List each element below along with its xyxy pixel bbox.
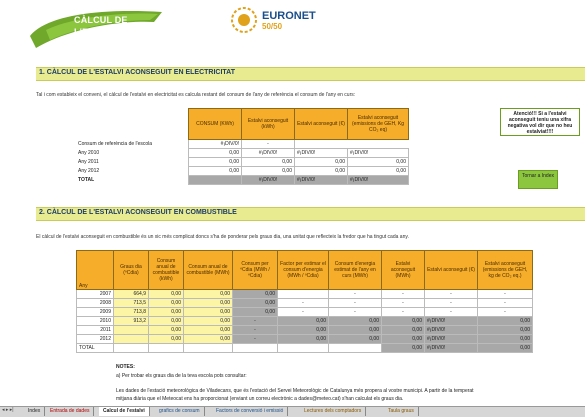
- cell[interactable]: [233, 344, 278, 353]
- cell[interactable]: 913,2: [114, 317, 149, 326]
- cell[interactable]: 0,00: [382, 335, 425, 344]
- cell[interactable]: 0,00: [382, 344, 425, 353]
- cell[interactable]: 0,00: [149, 335, 184, 344]
- cell[interactable]: 0,00: [478, 335, 533, 344]
- cell[interactable]: -: [425, 308, 478, 317]
- cell[interactable]: 0,00: [184, 326, 233, 335]
- cell[interactable]: [184, 344, 233, 353]
- table-row-total: [77, 344, 533, 353]
- cell[interactable]: 0,00: [382, 326, 425, 335]
- col-header[interactable]: Factor per estimar el consum d'energia (MWh / ºCdia): [278, 251, 329, 290]
- fuel-table: [76, 250, 533, 353]
- cell[interactable]: 0,00: [149, 326, 184, 335]
- table-row: [77, 317, 533, 326]
- cell[interactable]: 2010: [77, 317, 114, 326]
- cell[interactable]: 0,00: [149, 290, 184, 299]
- cell[interactable]: #¡DIV/0!: [295, 149, 348, 158]
- cell[interactable]: #¡DIV/0!: [348, 149, 409, 158]
- cell[interactable]: 0,00: [233, 290, 278, 299]
- table-row: [76, 149, 409, 158]
- tab-taula-graus[interactable]: Taula graus: [384, 407, 419, 416]
- cell[interactable]: [114, 335, 149, 344]
- section-2-title: 2. CÀLCUL DE L'ESTALVI ACONSEGUIT EN COMBUSTIBLE: [39, 209, 237, 216]
- row-label[interactable]: Consum de referència de l'escola: [78, 141, 153, 147]
- cell[interactable]: 2008: [77, 299, 114, 308]
- notes-title: [116, 364, 135, 370]
- table-row: [77, 335, 533, 344]
- cell[interactable]: #¡DIV/0!: [189, 140, 242, 149]
- table-row: [76, 140, 409, 149]
- cell[interactable]: -: [425, 299, 478, 308]
- cell[interactable]: 0,00: [329, 317, 382, 326]
- cell[interactable]: #¡DIV/0!: [242, 149, 295, 158]
- cell[interactable]: -: [382, 290, 425, 299]
- cell[interactable]: 0,00: [189, 167, 242, 176]
- cell[interactable]: -: [382, 308, 425, 317]
- cell[interactable]: 0,00: [348, 167, 409, 176]
- col-header[interactable]: Estalvi aconseguit (MWh): [382, 251, 425, 290]
- cell[interactable]: 0,00: [348, 158, 409, 167]
- cell[interactable]: 0,00: [149, 299, 184, 308]
- cell[interactable]: 0,00: [295, 167, 348, 176]
- col-header[interactable]: Estalvi aconseguit (emissions de GEH, Kg CO₂ eq): [348, 109, 409, 140]
- table-row: [77, 299, 533, 308]
- cell[interactable]: 0,00: [242, 158, 295, 167]
- tab-calcul-estalvi[interactable]: Calcul de l'estalvi: [99, 407, 150, 416]
- cell[interactable]: 0,00: [184, 299, 233, 308]
- header-spacer: [76, 109, 189, 140]
- tab-entrada-de-dades[interactable]: Entrada de dades: [46, 407, 94, 416]
- row-label[interactable]: Any 2011: [78, 159, 99, 165]
- cell[interactable]: 0,00: [278, 317, 329, 326]
- row-label[interactable]: Any 2012: [78, 168, 100, 174]
- cell[interactable]: 0,00: [149, 308, 184, 317]
- brand-sub: 50/50: [262, 22, 283, 31]
- brand-name: EURONET: [262, 10, 316, 22]
- cell[interactable]: 713,5: [114, 299, 149, 308]
- cell[interactable]: 0,00: [242, 167, 295, 176]
- cell[interactable]: 0,00: [278, 335, 329, 344]
- page-title: [74, 14, 128, 38]
- cell[interactable]: #¡DIV/0!: [425, 335, 478, 344]
- row-label[interactable]: TOTAL: [78, 177, 95, 183]
- cell[interactable]: [278, 344, 329, 353]
- table-row: [76, 158, 409, 167]
- tab-grafics-consum[interactable]: grafics de consum: [155, 407, 205, 416]
- section-2-intro: El càlcul de l'estalvi aconseguit en combustible és un xic més complicat doncs s'ha de ponderar pels graus dia, una unitat que reflecteix la fredor que ha tingut cada any.: [36, 234, 409, 240]
- notes-heading: NOTES:: [116, 364, 135, 370]
- cell[interactable]: [278, 290, 329, 299]
- electricity-table: [76, 108, 409, 185]
- cell[interactable]: 2012: [77, 335, 114, 344]
- cell[interactable]: -: [425, 290, 478, 299]
- cell[interactable]: 2007: [77, 290, 114, 299]
- cell[interactable]: [295, 140, 348, 149]
- cell[interactable]: 0,00: [189, 149, 242, 158]
- cell[interactable]: -: [233, 335, 278, 344]
- title-line-2: L'ESTALVI: [74, 27, 121, 37]
- cell[interactable]: [114, 326, 149, 335]
- cell[interactable]: [348, 140, 409, 149]
- cell[interactable]: 0,00: [184, 335, 233, 344]
- cell[interactable]: 0,00: [149, 317, 184, 326]
- cell[interactable]: [149, 344, 184, 353]
- euronet-logo-icon: [230, 6, 258, 34]
- col-header[interactable]: Estalvi aconseguit (emissions de GEH, kg de CO₂ eq.): [478, 251, 533, 290]
- col-header[interactable]: Estalvi aconseguit (€): [295, 109, 348, 140]
- cell[interactable]: 0,00: [478, 326, 533, 335]
- col-header[interactable]: Consum d'energia estimat de l'any en curs (MWh): [329, 251, 382, 290]
- cell[interactable]: [189, 176, 242, 185]
- cell[interactable]: -: [478, 290, 533, 299]
- cell[interactable]: [329, 344, 382, 353]
- col-header[interactable]: Consum anual de combustible (kWh): [149, 251, 184, 290]
- table-row-total: [76, 176, 409, 185]
- cell[interactable]: 0,00: [184, 317, 233, 326]
- col-header[interactable]: Estalvi aconseguit (kWh): [242, 109, 295, 140]
- back-to-index-button[interactable]: Tornar a Index: [518, 170, 558, 189]
- cell[interactable]: -: [478, 299, 533, 308]
- title-line-1: CÀLCUL DE: [74, 15, 128, 25]
- cell[interactable]: -: [278, 308, 329, 317]
- warning-note: Atenció!!! Si a l'estalvi aconseguit teniu una xifra negativa vol dir que no heu estalviat!!!!: [500, 108, 580, 136]
- col-header[interactable]: Consum anual de combustible (MWh): [184, 251, 233, 290]
- cell[interactable]: 0,00: [184, 290, 233, 299]
- cell[interactable]: -: [242, 140, 295, 149]
- section-1-title: 1. CÀLCUL DE L'ESTALVI ACONSEGUIT EN ELECTRICITAT: [39, 69, 235, 76]
- note-a: a) Per trobar els graus dia de la teva escola pots consultar:: [116, 373, 247, 379]
- table-row: [76, 167, 409, 176]
- sheet-nav-arrows[interactable]: ◂ ▸ ▸|: [2, 407, 14, 413]
- cell[interactable]: #¡DIV/0!: [295, 176, 348, 185]
- table-row: [77, 326, 533, 335]
- cell[interactable]: -: [329, 308, 382, 317]
- cell[interactable]: 713,8: [114, 308, 149, 317]
- cell[interactable]: -: [278, 299, 329, 308]
- row-label[interactable]: Any 2010: [78, 150, 100, 156]
- col-header[interactable]: Any: [77, 251, 114, 290]
- cell[interactable]: -: [329, 299, 382, 308]
- col-header[interactable]: Estalvi aconseguit (€): [425, 251, 478, 290]
- cell[interactable]: #¡DIV/0!: [348, 176, 409, 185]
- cell[interactable]: 2011: [77, 326, 114, 335]
- table-row: [77, 308, 533, 317]
- note-body-2: mitjana diària que el Meteocat ens ha proporcionat (enviant un correu electrònic a dades@meteo.cat) s'han calculat els graus dia.: [116, 396, 404, 402]
- cell[interactable]: -: [233, 317, 278, 326]
- table-header-row: [76, 109, 409, 140]
- cell[interactable]: 0,00: [478, 317, 533, 326]
- section-1-intro: Tal i com estableix el conveni, el càlcul de l'estalvi en electricitat es calcula restant del consum de l'any de referència el consum de l'any en curs:: [36, 92, 356, 98]
- cell[interactable]: 0,00: [189, 158, 242, 167]
- tab-lectures-comptadors[interactable]: Lectures dels comptadors: [300, 407, 366, 416]
- tab-factors-conversio[interactable]: Factors de conversió i emissió: [212, 407, 288, 416]
- cell[interactable]: TOTAL: [77, 344, 114, 353]
- sheet-tab-bar: [0, 406, 585, 417]
- cell[interactable]: 0,00: [233, 308, 278, 317]
- cell[interactable]: 664,9: [114, 290, 149, 299]
- cell[interactable]: #¡DIV/0!: [425, 317, 478, 326]
- col-header[interactable]: Consum per ºCdia (MWh / ºCdia): [233, 251, 278, 290]
- table-row: [77, 290, 533, 299]
- note-body-1: Les dades de l'estació meteorològica de Viladecans, que és l'estació del Servei Meteorològic de Catalunya més propera al vostre municipi. A partir de la temperat: [116, 388, 474, 394]
- cell[interactable]: -: [233, 326, 278, 335]
- cell[interactable]: 0,00: [329, 326, 382, 335]
- col-header[interactable]: Graus dia (ºCdia): [114, 251, 149, 290]
- cell[interactable]: #¡DIV/0!: [242, 176, 295, 185]
- header-area: [0, 0, 585, 62]
- cell[interactable]: 0,00: [329, 335, 382, 344]
- cell[interactable]: 0,00: [295, 158, 348, 167]
- tab-index[interactable]: Index: [24, 407, 45, 416]
- cell[interactable]: #¡DIV/0!: [425, 344, 478, 353]
- cell[interactable]: 0,00: [382, 317, 425, 326]
- cell[interactable]: 0,00: [478, 344, 533, 353]
- table-header-row: [77, 251, 533, 290]
- cell[interactable]: 0,00: [233, 299, 278, 308]
- cell[interactable]: [114, 344, 149, 353]
- cell[interactable]: 0,00: [184, 308, 233, 317]
- cell[interactable]: -: [382, 299, 425, 308]
- cell[interactable]: #¡DIV/0!: [425, 326, 478, 335]
- cell[interactable]: -: [478, 308, 533, 317]
- cell[interactable]: 2009: [77, 308, 114, 317]
- col-header[interactable]: CONSUM (KWh): [189, 109, 242, 140]
- cell[interactable]: 0,00: [278, 326, 329, 335]
- cell[interactable]: -: [329, 290, 382, 299]
